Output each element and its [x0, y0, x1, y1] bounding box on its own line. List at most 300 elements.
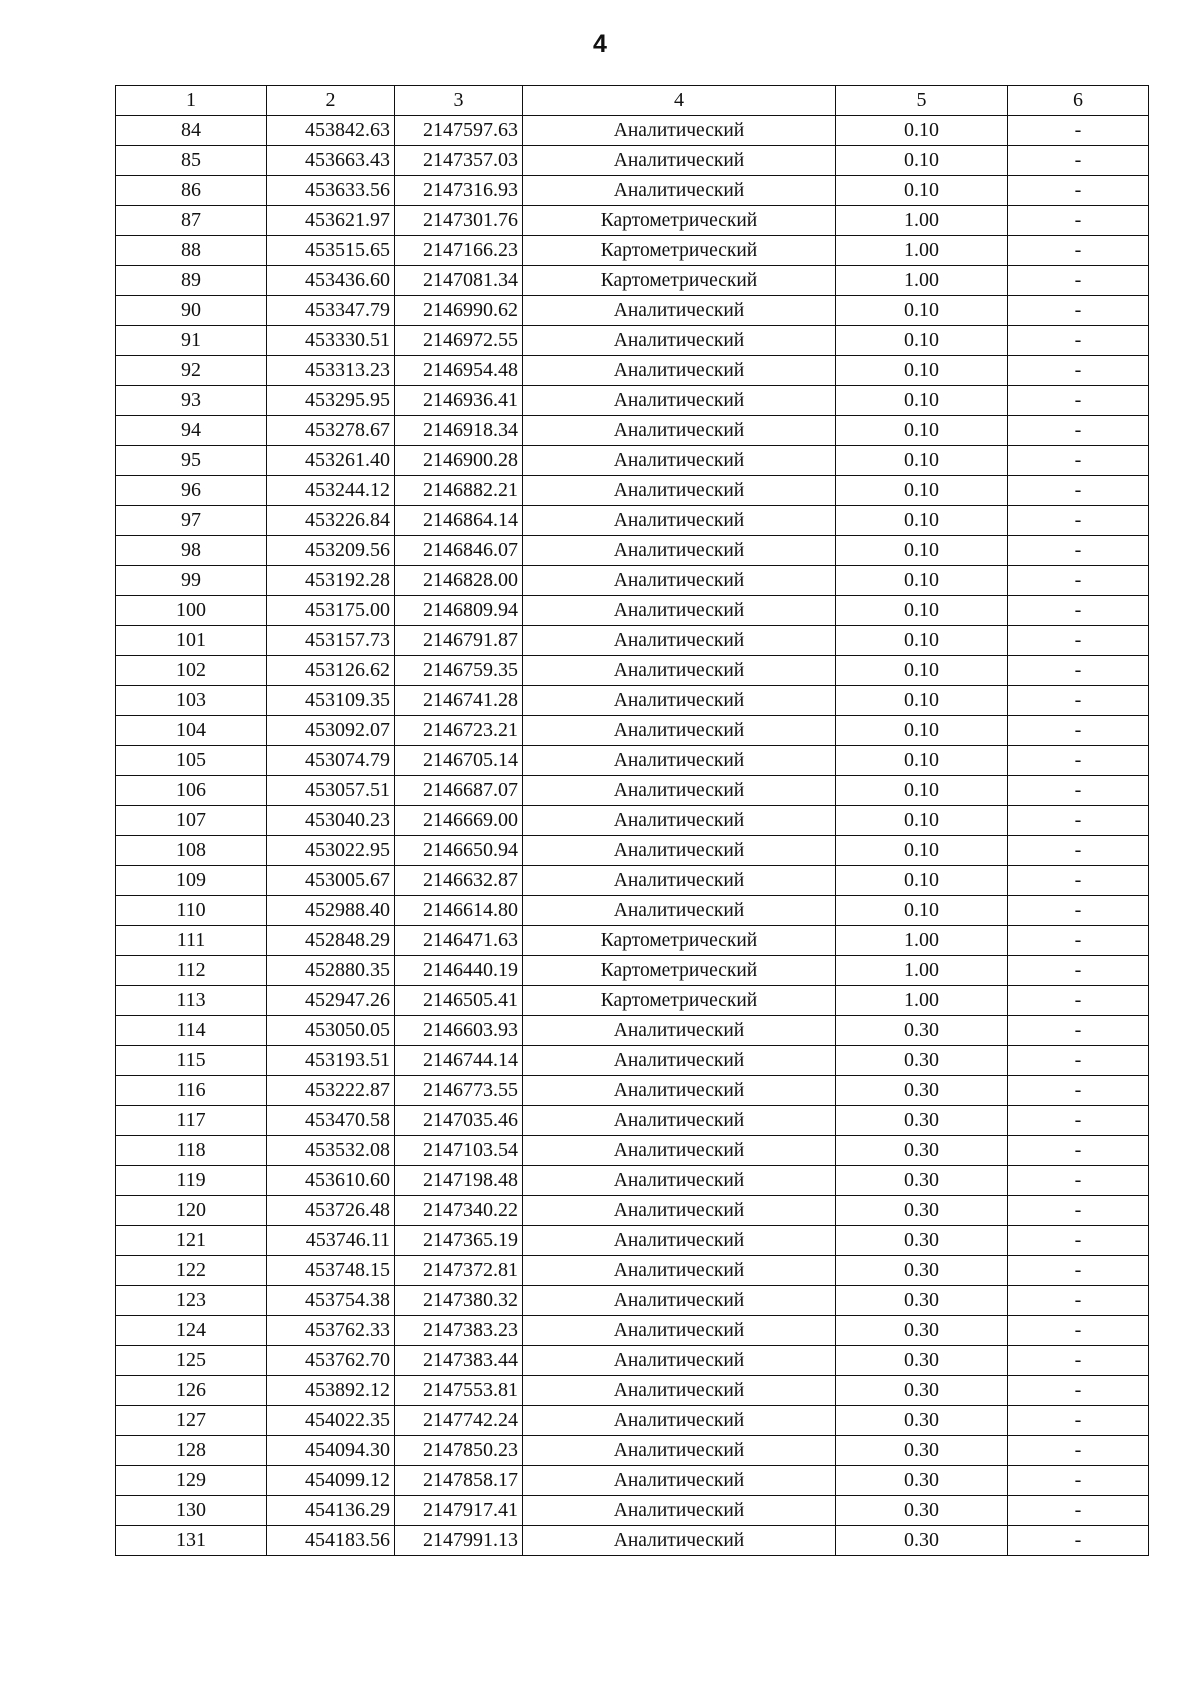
table-row [116, 236, 1149, 266]
method-cell: Аналитический [523, 1406, 836, 1436]
coord-x-cell: 453748.15 [267, 1256, 395, 1286]
accuracy-cell: 0.10 [836, 536, 1008, 566]
point-number-cell: 100 [116, 596, 267, 626]
point-number-cell: 125 [116, 1346, 267, 1376]
coord-x-cell: 453633.56 [267, 176, 395, 206]
coord-x-cell: 453295.95 [267, 386, 395, 416]
accuracy-cell: 0.30 [836, 1196, 1008, 1226]
point-number-cell: 111 [116, 926, 267, 956]
coord-x-cell: 453050.05 [267, 1016, 395, 1046]
coord-y-cell: 2147917.41 [395, 1496, 523, 1526]
column-header-5: 5 [836, 86, 1008, 116]
accuracy-cell: 0.30 [836, 1346, 1008, 1376]
coord-y-cell: 2146614.80 [395, 896, 523, 926]
coord-x-cell: 454094.30 [267, 1436, 395, 1466]
note-cell: - [1008, 1046, 1149, 1076]
method-cell: Аналитический [523, 626, 836, 656]
note-cell: - [1008, 296, 1149, 326]
accuracy-cell: 0.30 [836, 1226, 1008, 1256]
note-cell: - [1008, 686, 1149, 716]
note-cell: - [1008, 266, 1149, 296]
table-row [116, 416, 1149, 446]
coord-y-cell: 2147858.17 [395, 1466, 523, 1496]
table-row [116, 476, 1149, 506]
table-row [116, 356, 1149, 386]
accuracy-cell: 0.30 [836, 1406, 1008, 1436]
method-cell: Аналитический [523, 1166, 836, 1196]
coord-y-cell: 2147035.46 [395, 1106, 523, 1136]
table-row [116, 806, 1149, 836]
note-cell: - [1008, 1286, 1149, 1316]
coord-x-cell: 452947.26 [267, 986, 395, 1016]
coord-y-cell: 2146669.00 [395, 806, 523, 836]
accuracy-cell: 0.10 [836, 686, 1008, 716]
coord-y-cell: 2146744.14 [395, 1046, 523, 1076]
point-number-cell: 98 [116, 536, 267, 566]
accuracy-cell: 0.30 [836, 1106, 1008, 1136]
coord-x-cell: 453470.58 [267, 1106, 395, 1136]
table-row [116, 176, 1149, 206]
method-cell: Аналитический [523, 1496, 836, 1526]
method-cell: Аналитический [523, 1526, 836, 1556]
method-cell: Аналитический [523, 146, 836, 176]
coord-y-cell: 2147301.76 [395, 206, 523, 236]
table-row [116, 986, 1149, 1016]
coord-x-cell: 453610.60 [267, 1166, 395, 1196]
table-row [116, 266, 1149, 296]
note-cell: - [1008, 416, 1149, 446]
point-number-cell: 99 [116, 566, 267, 596]
coord-y-cell: 2146687.07 [395, 776, 523, 806]
coord-x-cell: 453762.70 [267, 1346, 395, 1376]
method-cell: Аналитический [523, 1256, 836, 1286]
note-cell: - [1008, 446, 1149, 476]
method-cell: Аналитический [523, 1136, 836, 1166]
point-number-cell: 92 [116, 356, 267, 386]
method-cell: Картометрический [523, 266, 836, 296]
note-cell: - [1008, 1076, 1149, 1106]
method-cell: Аналитический [523, 896, 836, 926]
table-row [116, 626, 1149, 656]
coord-x-cell: 453746.11 [267, 1226, 395, 1256]
note-cell: - [1008, 626, 1149, 656]
coord-x-cell: 452880.35 [267, 956, 395, 986]
accuracy-cell: 0.30 [836, 1256, 1008, 1286]
coord-y-cell: 2146440.19 [395, 956, 523, 986]
coord-y-cell: 2146918.34 [395, 416, 523, 446]
method-cell: Аналитический [523, 686, 836, 716]
coord-y-cell: 2146936.41 [395, 386, 523, 416]
note-cell: - [1008, 1256, 1149, 1286]
coord-x-cell: 453892.12 [267, 1376, 395, 1406]
table-row [116, 1286, 1149, 1316]
table-row [116, 926, 1149, 956]
table-row [116, 656, 1149, 686]
point-number-cell: 129 [116, 1466, 267, 1496]
coord-y-cell: 2146828.00 [395, 566, 523, 596]
note-cell: - [1008, 536, 1149, 566]
method-cell: Аналитический [523, 656, 836, 686]
method-cell: Аналитический [523, 566, 836, 596]
coord-y-cell: 2146990.62 [395, 296, 523, 326]
coord-x-cell: 453663.43 [267, 146, 395, 176]
accuracy-cell: 0.10 [836, 386, 1008, 416]
note-cell: - [1008, 356, 1149, 386]
note-cell: - [1008, 896, 1149, 926]
coord-x-cell: 453261.40 [267, 446, 395, 476]
point-number-cell: 123 [116, 1286, 267, 1316]
method-cell: Картометрический [523, 956, 836, 986]
method-cell: Картометрический [523, 236, 836, 266]
coord-x-cell: 453209.56 [267, 536, 395, 566]
point-number-cell: 112 [116, 956, 267, 986]
method-cell: Аналитический [523, 1286, 836, 1316]
note-cell: - [1008, 866, 1149, 896]
accuracy-cell: 1.00 [836, 956, 1008, 986]
table-row [116, 1076, 1149, 1106]
table-row [116, 956, 1149, 986]
note-cell: - [1008, 926, 1149, 956]
point-number-cell: 106 [116, 776, 267, 806]
note-cell: - [1008, 1346, 1149, 1376]
note-cell: - [1008, 1166, 1149, 1196]
coord-y-cell: 2146723.21 [395, 716, 523, 746]
coord-y-cell: 2146505.41 [395, 986, 523, 1016]
accuracy-cell: 0.10 [836, 806, 1008, 836]
point-number-cell: 127 [116, 1406, 267, 1436]
point-number-cell: 87 [116, 206, 267, 236]
point-number-cell: 107 [116, 806, 267, 836]
coord-x-cell: 454099.12 [267, 1466, 395, 1496]
method-cell: Аналитический [523, 176, 836, 206]
method-cell: Картометрический [523, 926, 836, 956]
point-number-cell: 118 [116, 1136, 267, 1166]
point-number-cell: 121 [116, 1226, 267, 1256]
table-row [116, 1526, 1149, 1556]
accuracy-cell: 0.10 [836, 416, 1008, 446]
method-cell: Аналитический [523, 1046, 836, 1076]
point-number-cell: 108 [116, 836, 267, 866]
point-number-cell: 101 [116, 626, 267, 656]
coord-x-cell: 453157.73 [267, 626, 395, 656]
method-cell: Аналитический [523, 296, 836, 326]
method-cell: Аналитический [523, 866, 836, 896]
accuracy-cell: 0.10 [836, 446, 1008, 476]
method-cell: Аналитический [523, 1226, 836, 1256]
accuracy-cell: 0.10 [836, 146, 1008, 176]
method-cell: Аналитический [523, 716, 836, 746]
table-row [116, 296, 1149, 326]
coord-y-cell: 2147372.81 [395, 1256, 523, 1286]
method-cell: Аналитический [523, 386, 836, 416]
accuracy-cell: 0.10 [836, 356, 1008, 386]
accuracy-cell: 0.10 [836, 326, 1008, 356]
coord-y-cell: 2146954.48 [395, 356, 523, 386]
accuracy-cell: 0.10 [836, 656, 1008, 686]
note-cell: - [1008, 836, 1149, 866]
coord-y-cell: 2147103.54 [395, 1136, 523, 1166]
coord-y-cell: 2147991.13 [395, 1526, 523, 1556]
coord-y-cell: 2146650.94 [395, 836, 523, 866]
coord-y-cell: 2146471.63 [395, 926, 523, 956]
coord-y-cell: 2147365.19 [395, 1226, 523, 1256]
method-cell: Аналитический [523, 326, 836, 356]
coord-y-cell: 2146773.55 [395, 1076, 523, 1106]
method-cell: Аналитический [523, 1196, 836, 1226]
coord-x-cell: 453621.97 [267, 206, 395, 236]
coord-x-cell: 453515.65 [267, 236, 395, 266]
point-number-cell: 124 [116, 1316, 267, 1346]
table-row [116, 1466, 1149, 1496]
accuracy-cell: 0.10 [836, 626, 1008, 656]
coord-y-cell: 2147383.44 [395, 1346, 523, 1376]
coord-y-cell: 2147357.03 [395, 146, 523, 176]
coord-x-cell: 453193.51 [267, 1046, 395, 1076]
note-cell: - [1008, 1466, 1149, 1496]
accuracy-cell: 0.10 [836, 866, 1008, 896]
accuracy-cell: 0.30 [836, 1316, 1008, 1346]
point-number-cell: 131 [116, 1526, 267, 1556]
point-number-cell: 96 [116, 476, 267, 506]
note-cell: - [1008, 746, 1149, 776]
coord-y-cell: 2147198.48 [395, 1166, 523, 1196]
table-header-row [116, 86, 1149, 116]
table-row [116, 716, 1149, 746]
column-header-6: 6 [1008, 86, 1149, 116]
note-cell: - [1008, 656, 1149, 686]
method-cell: Аналитический [523, 1466, 836, 1496]
method-cell: Аналитический [523, 836, 836, 866]
coord-x-cell: 453313.23 [267, 356, 395, 386]
coord-x-cell: 453175.00 [267, 596, 395, 626]
method-cell: Аналитический [523, 1346, 836, 1376]
coord-y-cell: 2147316.93 [395, 176, 523, 206]
accuracy-cell: 0.30 [836, 1136, 1008, 1166]
table-row [116, 1406, 1149, 1436]
point-number-cell: 86 [116, 176, 267, 206]
note-cell: - [1008, 566, 1149, 596]
accuracy-cell: 0.10 [836, 566, 1008, 596]
accuracy-cell: 0.10 [836, 836, 1008, 866]
point-number-cell: 88 [116, 236, 267, 266]
table-row [116, 1166, 1149, 1196]
table-row [116, 596, 1149, 626]
point-number-cell: 114 [116, 1016, 267, 1046]
page-number: 4 [593, 30, 607, 58]
table-row [116, 1106, 1149, 1136]
coord-x-cell: 453347.79 [267, 296, 395, 326]
point-number-cell: 102 [116, 656, 267, 686]
accuracy-cell: 0.30 [836, 1496, 1008, 1526]
table-row [116, 566, 1149, 596]
accuracy-cell: 0.30 [836, 1166, 1008, 1196]
table-row [116, 836, 1149, 866]
coord-y-cell: 2147742.24 [395, 1406, 523, 1436]
table-row [116, 1136, 1149, 1166]
accuracy-cell: 0.30 [836, 1436, 1008, 1466]
coord-x-cell: 453192.28 [267, 566, 395, 596]
coord-x-cell: 453244.12 [267, 476, 395, 506]
column-header-1: 1 [116, 86, 267, 116]
coord-y-cell: 2147383.23 [395, 1316, 523, 1346]
coord-x-cell: 453040.23 [267, 806, 395, 836]
coord-y-cell: 2147553.81 [395, 1376, 523, 1406]
point-number-cell: 130 [116, 1496, 267, 1526]
coord-x-cell: 452848.29 [267, 926, 395, 956]
coord-x-cell: 454183.56 [267, 1526, 395, 1556]
coord-x-cell: 453762.33 [267, 1316, 395, 1346]
method-cell: Аналитический [523, 536, 836, 566]
coord-y-cell: 2147340.22 [395, 1196, 523, 1226]
note-cell: - [1008, 776, 1149, 806]
method-cell: Аналитический [523, 1376, 836, 1406]
method-cell: Аналитический [523, 446, 836, 476]
method-cell: Аналитический [523, 356, 836, 386]
coord-y-cell: 2146632.87 [395, 866, 523, 896]
coord-x-cell: 453005.67 [267, 866, 395, 896]
table-row [116, 1316, 1149, 1346]
accuracy-cell: 0.10 [836, 596, 1008, 626]
point-number-cell: 126 [116, 1376, 267, 1406]
method-cell: Картометрический [523, 986, 836, 1016]
coord-x-cell: 452988.40 [267, 896, 395, 926]
accuracy-cell: 0.10 [836, 746, 1008, 776]
method-cell: Аналитический [523, 746, 836, 776]
method-cell: Аналитический [523, 1016, 836, 1046]
note-cell: - [1008, 506, 1149, 536]
table-row [116, 206, 1149, 236]
accuracy-cell: 0.30 [836, 1466, 1008, 1496]
coord-y-cell: 2147081.34 [395, 266, 523, 296]
point-number-cell: 105 [116, 746, 267, 776]
coord-y-cell: 2146846.07 [395, 536, 523, 566]
accuracy-cell: 0.30 [836, 1376, 1008, 1406]
point-number-cell: 97 [116, 506, 267, 536]
accuracy-cell: 0.10 [836, 506, 1008, 536]
point-number-cell: 104 [116, 716, 267, 746]
table-row [116, 1376, 1149, 1406]
note-cell: - [1008, 1436, 1149, 1466]
point-number-cell: 94 [116, 416, 267, 446]
note-cell: - [1008, 176, 1149, 206]
accuracy-cell: 1.00 [836, 236, 1008, 266]
accuracy-cell: 0.30 [836, 1076, 1008, 1106]
table-row [116, 746, 1149, 776]
table-row [116, 1346, 1149, 1376]
method-cell: Аналитический [523, 776, 836, 806]
accuracy-cell: 1.00 [836, 986, 1008, 1016]
table-row [116, 1196, 1149, 1226]
method-cell: Аналитический [523, 1436, 836, 1466]
coord-y-cell: 2146972.55 [395, 326, 523, 356]
method-cell: Картометрический [523, 206, 836, 236]
note-cell: - [1008, 596, 1149, 626]
table-row [116, 386, 1149, 416]
coord-x-cell: 453022.95 [267, 836, 395, 866]
point-number-cell: 122 [116, 1256, 267, 1286]
table-row [116, 1256, 1149, 1286]
coord-y-cell: 2146864.14 [395, 506, 523, 536]
point-number-cell: 93 [116, 386, 267, 416]
accuracy-cell: 0.30 [836, 1046, 1008, 1076]
note-cell: - [1008, 956, 1149, 986]
table-row [116, 536, 1149, 566]
note-cell: - [1008, 326, 1149, 356]
coord-y-cell: 2146791.87 [395, 626, 523, 656]
accuracy-cell: 0.10 [836, 116, 1008, 146]
method-cell: Аналитический [523, 1316, 836, 1346]
coord-x-cell: 453057.51 [267, 776, 395, 806]
point-number-cell: 110 [116, 896, 267, 926]
note-cell: - [1008, 386, 1149, 416]
coord-x-cell: 453226.84 [267, 506, 395, 536]
method-cell: Аналитический [523, 596, 836, 626]
coord-y-cell: 2147597.63 [395, 116, 523, 146]
coord-x-cell: 454136.29 [267, 1496, 395, 1526]
coord-x-cell: 453726.48 [267, 1196, 395, 1226]
point-number-cell: 90 [116, 296, 267, 326]
accuracy-cell: 0.30 [836, 1526, 1008, 1556]
method-cell: Аналитический [523, 806, 836, 836]
note-cell: - [1008, 1136, 1149, 1166]
note-cell: - [1008, 986, 1149, 1016]
table-row [116, 866, 1149, 896]
coord-x-cell: 453222.87 [267, 1076, 395, 1106]
table-row [116, 446, 1149, 476]
note-cell: - [1008, 116, 1149, 146]
note-cell: - [1008, 206, 1149, 236]
note-cell: - [1008, 1016, 1149, 1046]
coord-y-cell: 2146809.94 [395, 596, 523, 626]
note-cell: - [1008, 1316, 1149, 1346]
table-row [116, 506, 1149, 536]
note-cell: - [1008, 1196, 1149, 1226]
accuracy-cell: 1.00 [836, 926, 1008, 956]
table-row [116, 776, 1149, 806]
table-row [116, 896, 1149, 926]
method-cell: Аналитический [523, 1106, 836, 1136]
coord-y-cell: 2146900.28 [395, 446, 523, 476]
point-number-cell: 91 [116, 326, 267, 356]
coord-y-cell: 2146759.35 [395, 656, 523, 686]
note-cell: - [1008, 1226, 1149, 1256]
coord-x-cell: 453532.08 [267, 1136, 395, 1166]
method-cell: Аналитический [523, 416, 836, 446]
table-row [116, 1496, 1149, 1526]
coord-x-cell: 453092.07 [267, 716, 395, 746]
table-row [116, 116, 1149, 146]
point-number-cell: 89 [116, 266, 267, 296]
table-row [116, 1436, 1149, 1466]
point-number-cell: 103 [116, 686, 267, 716]
coord-x-cell: 453754.38 [267, 1286, 395, 1316]
coord-y-cell: 2146741.28 [395, 686, 523, 716]
table-row [116, 1016, 1149, 1046]
note-cell: - [1008, 146, 1149, 176]
point-number-cell: 120 [116, 1196, 267, 1226]
point-number-cell: 115 [116, 1046, 267, 1076]
coordinates-table [115, 85, 1149, 1556]
note-cell: - [1008, 476, 1149, 506]
point-number-cell: 128 [116, 1436, 267, 1466]
note-cell: - [1008, 236, 1149, 266]
note-cell: - [1008, 1376, 1149, 1406]
point-number-cell: 117 [116, 1106, 267, 1136]
coord-x-cell: 453436.60 [267, 266, 395, 296]
coord-y-cell: 2146603.93 [395, 1016, 523, 1046]
note-cell: - [1008, 1406, 1149, 1436]
accuracy-cell: 1.00 [836, 206, 1008, 236]
